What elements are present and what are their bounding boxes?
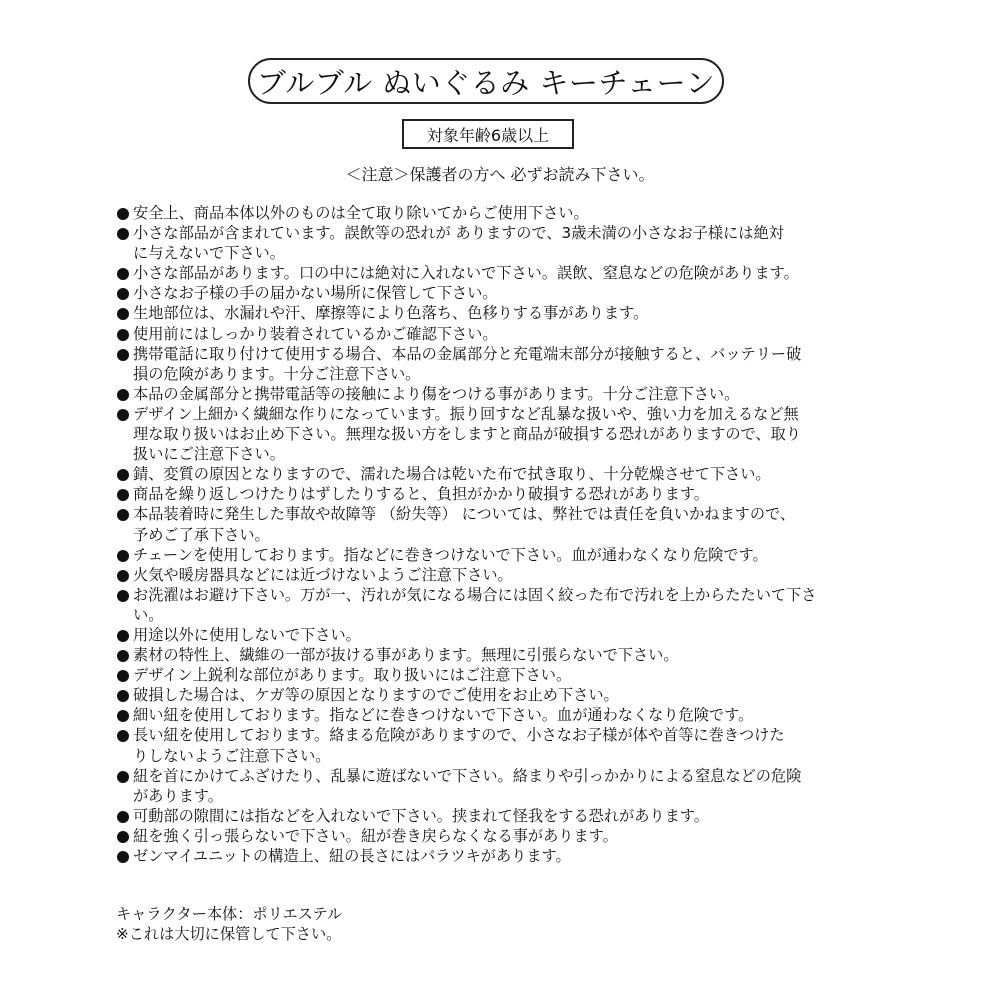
caution-item <box>116 665 896 685</box>
bullet-icon <box>117 329 129 341</box>
caution-item <box>116 545 896 565</box>
age-label: 対象年齢6歳以上 <box>426 125 550 145</box>
caution-note: ＜注意＞保護者の方へ 必ずお読み下さい。 <box>345 165 655 184</box>
caution-item <box>116 725 896 765</box>
caution-text: 小さな部品があります。口の中には絶対に入れないで下さい。誤飲、窒息などの危険があります。 <box>133 264 799 283</box>
bullet-icon <box>117 208 129 220</box>
caution-text: 安全上、商品本体以外のものは全て取り除いてからご使用下さい。 <box>133 204 589 222</box>
caution-text: 小さなお子様の手の届かない場所に保管して下さい。 <box>133 284 498 303</box>
caution-item <box>116 324 896 344</box>
caution-text: 損の危険があります。十分ご注意下さい。 <box>133 364 421 383</box>
bullet-icon <box>117 469 129 481</box>
caution-item <box>116 303 896 323</box>
caution-item <box>116 404 896 464</box>
bullet-icon <box>117 811 129 823</box>
bullet-icon <box>117 710 129 722</box>
caution-text: チェーンを使用しております。指などに巻きつけないで下さい。血が通わなくなり危険です。 <box>133 545 768 564</box>
caution-item <box>116 705 896 725</box>
caution-text: 本品の金属部分と携帯電話等の接触により傷をつける事があります。十分ご注意下さい。 <box>133 384 740 403</box>
caution-text: デザイン上細かく繊細な作りになっています。振り回すなど乱暴な扱いや、強い力を加えるなど無 <box>133 404 799 423</box>
caution-item <box>116 283 896 303</box>
caution-text: 可動部の隙間には指などを入れないで下さい。挟まれて怪我をする恐れがあります。 <box>133 806 709 825</box>
product-title: ブルブル ぬいぐるみ キーチェーン <box>256 65 716 100</box>
caution-text: 長い紐を使用しております。絡まる危険がありますので、小さなお子様が体や首等に巻きつけた <box>133 726 785 745</box>
caution-item <box>116 645 896 665</box>
caution-text: 本品装着時に発生した事故や故障等 （紛失等） については、弊社では責任を負いかねますので、 <box>133 505 796 524</box>
bullet-icon <box>117 550 129 562</box>
caution-item <box>116 846 896 866</box>
bullet-icon <box>117 831 129 843</box>
caution-text: 商品を繰り返しつけたりはずしたりすると、負担がかかり破損する恐れがあります。 <box>133 485 709 504</box>
caution-text: 紐を首にかけてふざけたり、乱暴に遊ばないで下さい。絡まりや引っかかりによる窒息などの危険 <box>133 766 802 785</box>
caution-item <box>116 585 896 625</box>
caution-text: 素材の特性上、繊維の一部が抜ける事があります。無理に引張らないで下さい。 <box>133 646 679 665</box>
age-label-box <box>402 119 574 149</box>
bullet-icon <box>117 650 129 662</box>
bullet-icon <box>117 349 129 361</box>
caution-item <box>116 203 896 223</box>
caution-text: 生地部位は、水漏れや汗、摩擦等により色落ち、色移りする事があります。 <box>133 304 649 323</box>
caution-text: 破損した場合は、ケガ等の原因となりますのでご使用をお止め下さい。 <box>133 686 619 705</box>
caution-item <box>116 685 896 705</box>
caution-item <box>116 223 896 263</box>
caution-item <box>116 504 896 544</box>
bullet-icon <box>117 409 129 421</box>
caution-text: ゼンマイユニットの構造上、紐の長さにはバラツキがあります。 <box>133 847 571 865</box>
caution-text: 予めご了承下さい。 <box>133 525 270 544</box>
caution-item <box>116 565 896 585</box>
caution-item <box>116 464 896 484</box>
bullet-icon <box>117 630 129 642</box>
caution-item <box>116 263 896 283</box>
bullet-icon <box>117 730 129 742</box>
caution-text: お洗濯はお避け下さい。万が一、汚れが気になる場合には固く絞った布で汚れを上からたたいて下さ <box>133 585 817 604</box>
bullet-icon <box>117 228 129 240</box>
caution-text: 理な取り扱いはお止め下さい。無理な扱い方をしますと商品が破損する恐れがありますので、取り <box>133 425 801 444</box>
bullet-icon <box>117 851 129 863</box>
caution-item <box>116 484 896 504</box>
caution-item <box>116 826 896 846</box>
keep-note: ※これは大切に保管して下さい。 <box>116 925 342 943</box>
caution-text: りしないようご注意下さい。 <box>133 746 331 765</box>
caution-item <box>116 344 896 384</box>
material-text: キャラクター本体：ポリエステル <box>116 905 343 923</box>
caution-text: い。 <box>133 605 164 624</box>
caution-text: 紐を強く引っ張らないで下さい。紐が巻き戻らなくなる事があります。 <box>133 826 618 845</box>
bullet-icon <box>117 590 129 602</box>
bullet-icon <box>117 489 129 501</box>
caution-text: デザイン上鋭利な部位があります。取り扱いにはご注意下さい。 <box>133 666 572 685</box>
caution-item <box>116 766 896 806</box>
caution-text: に与えないで下さい。 <box>133 244 285 263</box>
caution-text: 扱いにご注意下さい。 <box>133 445 285 464</box>
caution-item <box>116 806 896 826</box>
bullet-icon <box>117 389 129 401</box>
caution-text: 使用前にはしっかり装着されているかご確認下さい。 <box>133 324 498 343</box>
caution-text: があります。 <box>133 786 223 805</box>
bullet-icon <box>117 288 129 300</box>
caution-item <box>116 384 896 404</box>
caution-text: 錆、変質の原因となりますので、濡れた場合は乾いた布で拭き取り、十分乾燥させて下さい。 <box>133 465 771 484</box>
bullet-icon <box>117 670 129 682</box>
caution-text: 細い紐を使用しております。指などに巻きつけないで下さい。血が通わなくなり危険です。 <box>133 706 754 725</box>
caution-text: 携帯電話に取り付けて使用する場合、本品の金属部分と充電端末部分が接触すると、バッテリー破 <box>133 344 802 363</box>
caution-text: 小さな部品が含まれています。誤飲等の恐れが ありますので、3歳未満の小さなお子様には絶対 <box>133 224 784 243</box>
title-box <box>248 58 724 104</box>
caution-text: 用途以外に使用しないで下さい。 <box>133 625 361 644</box>
bullet-icon <box>117 570 129 582</box>
bullet-icon <box>117 308 129 320</box>
bullet-icon <box>117 690 129 702</box>
caution-list <box>116 203 896 866</box>
bullet-icon <box>117 509 129 521</box>
bullet-icon <box>117 771 129 783</box>
footer <box>116 904 342 944</box>
bullet-icon <box>117 268 129 280</box>
caution-item <box>116 625 896 645</box>
caution-text: 火気や暖房器具などには近づけないようご注意下さい。 <box>133 565 513 584</box>
